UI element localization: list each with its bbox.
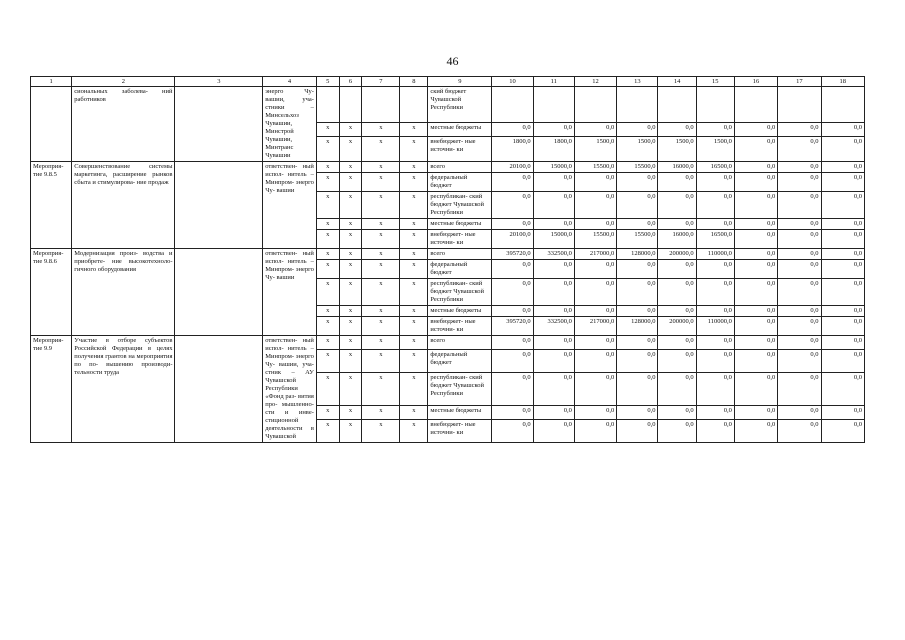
amount-cell: 1500,0 bbox=[617, 136, 658, 161]
amount-cell bbox=[617, 87, 658, 123]
indicator-cell bbox=[175, 87, 263, 162]
mark-cell: x bbox=[362, 419, 400, 442]
mark-cell: x bbox=[339, 192, 362, 219]
program-table bbox=[30, 76, 865, 443]
amount-cell: 0,0 bbox=[821, 192, 864, 219]
amount-cell: 0,0 bbox=[696, 406, 734, 420]
amount-cell: 0,0 bbox=[696, 192, 734, 219]
amount-cell: 0,0 bbox=[492, 122, 533, 136]
amount-cell: 0,0 bbox=[533, 419, 574, 442]
amount-cell: 0,0 bbox=[658, 260, 696, 279]
mark-cell: x bbox=[316, 306, 339, 317]
amount-cell: 0,0 bbox=[533, 122, 574, 136]
mark-cell: x bbox=[362, 317, 400, 336]
funding-source: внебюджет- ные источни- ки bbox=[428, 230, 492, 249]
column-number: 17 bbox=[778, 77, 821, 87]
amount-cell: 110000,0 bbox=[696, 249, 734, 260]
mark-cell: x bbox=[362, 249, 400, 260]
amount-cell: 0,0 bbox=[778, 192, 821, 219]
measure-name: Модернизация произ- водства и приобрете- ние высокотехноло- гичного оборудования bbox=[72, 249, 175, 336]
amount-cell: 0,0 bbox=[821, 406, 864, 420]
amount-cell: 0,0 bbox=[574, 406, 616, 420]
mark-cell: x bbox=[400, 279, 428, 306]
amount-cell: 0,0 bbox=[778, 162, 821, 173]
funding-source: федеральный бюджет bbox=[428, 173, 492, 192]
amount-cell: 0,0 bbox=[778, 336, 821, 350]
amount-cell: 15500,0 bbox=[617, 230, 658, 249]
measure-code: Мероприя- тие 9.9 bbox=[31, 336, 72, 443]
amount-cell: 0,0 bbox=[734, 406, 777, 420]
measure-name: сиональных заболева- ний работников bbox=[72, 87, 175, 162]
column-number: 14 bbox=[658, 77, 696, 87]
mark-cell: x bbox=[362, 122, 400, 136]
amount-cell: 0,0 bbox=[492, 219, 533, 230]
funding-source: местные бюджеты bbox=[428, 219, 492, 230]
mark-cell: x bbox=[400, 419, 428, 442]
mark-cell: x bbox=[362, 336, 400, 350]
mark-cell: x bbox=[400, 219, 428, 230]
funding-source: внебюджет- ные источни- ки bbox=[428, 317, 492, 336]
amount-cell: 0,0 bbox=[658, 173, 696, 192]
funding-source: федеральный бюджет bbox=[428, 260, 492, 279]
amount-cell: 0,0 bbox=[778, 219, 821, 230]
mark-cell: x bbox=[316, 173, 339, 192]
amount-cell: 0,0 bbox=[734, 230, 777, 249]
amount-cell: 332500,0 bbox=[533, 249, 574, 260]
table-body bbox=[31, 87, 865, 443]
amount-cell: 0,0 bbox=[734, 173, 777, 192]
funding-source: внебюджет- ные источни- ки bbox=[428, 419, 492, 442]
column-number: 1 bbox=[31, 77, 72, 87]
mark-cell: x bbox=[339, 249, 362, 260]
amount-cell: 0,0 bbox=[778, 406, 821, 420]
amount-cell: 0,0 bbox=[734, 192, 777, 219]
amount-cell bbox=[696, 87, 734, 123]
amount-cell: 0,0 bbox=[658, 279, 696, 306]
mark-cell: x bbox=[362, 192, 400, 219]
amount-cell: 0,0 bbox=[617, 260, 658, 279]
column-number: 16 bbox=[734, 77, 777, 87]
amount-cell: 0,0 bbox=[533, 260, 574, 279]
column-number: 4 bbox=[263, 77, 317, 87]
amount-cell: 0,0 bbox=[778, 122, 821, 136]
mark-cell: x bbox=[316, 279, 339, 306]
amount-cell: 0,0 bbox=[821, 230, 864, 249]
amount-cell: 0,0 bbox=[696, 219, 734, 230]
amount-cell: 0,0 bbox=[492, 349, 533, 372]
mark-cell: x bbox=[339, 306, 362, 317]
funding-source: всего bbox=[428, 249, 492, 260]
amount-cell: 0,0 bbox=[696, 173, 734, 192]
amount-cell: 0,0 bbox=[658, 336, 696, 350]
amount-cell: 0,0 bbox=[533, 219, 574, 230]
amount-cell: 16000,0 bbox=[658, 162, 696, 173]
amount-cell: 128000,0 bbox=[617, 249, 658, 260]
amount-cell: 395720,0 bbox=[492, 249, 533, 260]
amount-cell: 0,0 bbox=[492, 372, 533, 405]
amount-cell: 15500,0 bbox=[574, 162, 616, 173]
amount-cell: 0,0 bbox=[617, 372, 658, 405]
funding-source: местные бюджеты bbox=[428, 406, 492, 420]
measure-code: Мероприя- тие 9.8.6 bbox=[31, 249, 72, 336]
amount-cell: 0,0 bbox=[821, 122, 864, 136]
amount-cell: 1500,0 bbox=[658, 136, 696, 161]
amount-cell: 0,0 bbox=[492, 306, 533, 317]
amount-cell: 0,0 bbox=[821, 136, 864, 161]
column-number-header bbox=[31, 77, 865, 87]
amount-cell bbox=[574, 87, 616, 123]
mark-cell: x bbox=[362, 136, 400, 161]
amount-cell: 0,0 bbox=[696, 336, 734, 350]
amount-cell: 0,0 bbox=[533, 406, 574, 420]
amount-cell: 0,0 bbox=[821, 249, 864, 260]
amount-cell: 0,0 bbox=[778, 279, 821, 306]
mark-cell: x bbox=[339, 173, 362, 192]
amount-cell: 1500,0 bbox=[574, 136, 616, 161]
amount-cell: 0,0 bbox=[617, 279, 658, 306]
measure-name: Совершенствование системы маркетинга, расширение рынков сбыта и стимулирова- ние продаж bbox=[72, 162, 175, 249]
amount-cell: 0,0 bbox=[696, 372, 734, 405]
header-row bbox=[31, 77, 865, 87]
amount-cell: 395720,0 bbox=[492, 317, 533, 336]
mark-cell: x bbox=[362, 406, 400, 420]
amount-cell: 217000,0 bbox=[574, 317, 616, 336]
mark-cell: x bbox=[400, 173, 428, 192]
funding-source: республикан- ский бюджет Чувашской Республики bbox=[428, 372, 492, 405]
funding-source: всего bbox=[428, 162, 492, 173]
column-number: 13 bbox=[617, 77, 658, 87]
amount-cell: 1500,0 bbox=[696, 136, 734, 161]
column-number: 7 bbox=[362, 77, 400, 87]
mark-cell: x bbox=[339, 122, 362, 136]
amount-cell: 0,0 bbox=[492, 336, 533, 350]
mark-cell: x bbox=[400, 162, 428, 173]
executor: энерго Чу- вашии, уча- стники – Минсельхоз Чувашии, Минстрой Чувашии, Минтранс Чувашии bbox=[263, 87, 317, 162]
mark-cell: x bbox=[339, 279, 362, 306]
amount-cell: 0,0 bbox=[574, 219, 616, 230]
mark-cell: x bbox=[316, 162, 339, 173]
amount-cell: 0,0 bbox=[734, 336, 777, 350]
amount-cell: 0,0 bbox=[734, 122, 777, 136]
amount-cell: 0,0 bbox=[574, 122, 616, 136]
amount-cell: 0,0 bbox=[734, 162, 777, 173]
amount-cell: 0,0 bbox=[696, 419, 734, 442]
amount-cell: 0,0 bbox=[696, 260, 734, 279]
column-number: 9 bbox=[428, 77, 492, 87]
executor: ответствен- ный испол- нитель – Минпром- энерго Чу- вашии bbox=[263, 249, 317, 336]
amount-cell: 0,0 bbox=[533, 349, 574, 372]
amount-cell: 0,0 bbox=[821, 219, 864, 230]
funding-source: всего bbox=[428, 336, 492, 350]
amount-cell: 20100,0 bbox=[492, 162, 533, 173]
mark-cell: x bbox=[316, 219, 339, 230]
amount-cell: 0,0 bbox=[778, 372, 821, 405]
amount-cell: 200000,0 bbox=[658, 317, 696, 336]
mark-cell: x bbox=[316, 192, 339, 219]
amount-cell: 0,0 bbox=[778, 136, 821, 161]
amount-cell: 217000,0 bbox=[574, 249, 616, 260]
mark-cell: x bbox=[362, 219, 400, 230]
mark-cell: x bbox=[362, 230, 400, 249]
amount-cell: 0,0 bbox=[778, 260, 821, 279]
amount-cell: 0,0 bbox=[492, 279, 533, 306]
amount-cell bbox=[533, 87, 574, 123]
mark-cell: x bbox=[316, 122, 339, 136]
table-row bbox=[31, 249, 865, 260]
amount-cell: 0,0 bbox=[696, 122, 734, 136]
page-number: 46 bbox=[446, 54, 459, 68]
amount-cell: 16500,0 bbox=[696, 230, 734, 249]
amount-cell: 0,0 bbox=[492, 173, 533, 192]
amount-cell: 1800,0 bbox=[533, 136, 574, 161]
amount-cell: 16500,0 bbox=[696, 162, 734, 173]
amount-cell: 0,0 bbox=[821, 336, 864, 350]
funding-source: федеральный бюджет bbox=[428, 349, 492, 372]
mark-cell: x bbox=[400, 249, 428, 260]
amount-cell bbox=[658, 87, 696, 123]
funding-source: местные бюджеты bbox=[428, 306, 492, 317]
amount-cell: 0,0 bbox=[734, 419, 777, 442]
amount-cell: 0,0 bbox=[658, 306, 696, 317]
amount-cell bbox=[492, 87, 533, 123]
mark-cell: x bbox=[362, 349, 400, 372]
amount-cell: 0,0 bbox=[734, 136, 777, 161]
amount-cell: 15500,0 bbox=[617, 162, 658, 173]
mark-cell: x bbox=[400, 192, 428, 219]
funding-source: внебюджет- ные источни- ки bbox=[428, 136, 492, 161]
indicator-cell bbox=[175, 249, 263, 336]
amount-cell: 0,0 bbox=[492, 260, 533, 279]
amount-cell: 0,0 bbox=[658, 406, 696, 420]
column-number: 3 bbox=[175, 77, 263, 87]
amount-cell: 0,0 bbox=[821, 279, 864, 306]
mark-cell: x bbox=[316, 336, 339, 350]
amount-cell: 0,0 bbox=[574, 192, 616, 219]
mark-cell bbox=[400, 87, 428, 123]
mark-cell: x bbox=[362, 372, 400, 405]
amount-cell: 0,0 bbox=[778, 306, 821, 317]
funding-source: ский бюджет Чувашской Республики bbox=[428, 87, 492, 123]
measure-code: Мероприя- тие 9.8.5 bbox=[31, 162, 72, 249]
amount-cell: 20100,0 bbox=[492, 230, 533, 249]
amount-cell: 0,0 bbox=[821, 260, 864, 279]
amount-cell: 0,0 bbox=[574, 349, 616, 372]
indicator-cell bbox=[175, 162, 263, 249]
amount-cell: 0,0 bbox=[734, 306, 777, 317]
mark-cell: x bbox=[339, 372, 362, 405]
mark-cell: x bbox=[339, 349, 362, 372]
table-row bbox=[31, 336, 865, 350]
amount-cell: 0,0 bbox=[821, 349, 864, 372]
mark-cell: x bbox=[400, 122, 428, 136]
amount-cell: 0,0 bbox=[696, 349, 734, 372]
mark-cell: x bbox=[400, 317, 428, 336]
amount-cell: 0,0 bbox=[734, 279, 777, 306]
mark-cell: x bbox=[400, 260, 428, 279]
mark-cell: x bbox=[339, 317, 362, 336]
mark-cell: x bbox=[339, 230, 362, 249]
mark-cell: x bbox=[362, 306, 400, 317]
mark-cell: x bbox=[339, 406, 362, 420]
mark-cell bbox=[362, 87, 400, 123]
mark-cell: x bbox=[362, 260, 400, 279]
amount-cell: 0,0 bbox=[533, 336, 574, 350]
amount-cell: 0,0 bbox=[617, 219, 658, 230]
amount-cell: 0,0 bbox=[574, 419, 616, 442]
table-row bbox=[31, 162, 865, 173]
amount-cell: 0,0 bbox=[778, 230, 821, 249]
mark-cell: x bbox=[362, 162, 400, 173]
amount-cell: 0,0 bbox=[696, 306, 734, 317]
amount-cell: 0,0 bbox=[617, 406, 658, 420]
mark-cell bbox=[316, 87, 339, 123]
mark-cell: x bbox=[316, 136, 339, 161]
funding-source: республикан- ский бюджет Чувашской Республики bbox=[428, 279, 492, 306]
amount-cell: 0,0 bbox=[617, 306, 658, 317]
amount-cell: 0,0 bbox=[821, 173, 864, 192]
measure-name: Участие в отборе субъектов Российской Федерации в целях получения грантов на мероприятия по по- вышению производи- тельности труда bbox=[72, 336, 175, 443]
column-number: 10 bbox=[492, 77, 533, 87]
amount-cell: 110000,0 bbox=[696, 317, 734, 336]
amount-cell: 0,0 bbox=[734, 317, 777, 336]
amount-cell: 0,0 bbox=[617, 122, 658, 136]
mark-cell: x bbox=[339, 162, 362, 173]
mark-cell bbox=[339, 87, 362, 123]
amount-cell: 0,0 bbox=[778, 317, 821, 336]
amount-cell: 0,0 bbox=[617, 419, 658, 442]
amount-cell: 0,0 bbox=[778, 349, 821, 372]
amount-cell: 0,0 bbox=[821, 162, 864, 173]
amount-cell: 0,0 bbox=[734, 249, 777, 260]
mark-cell: x bbox=[316, 349, 339, 372]
mark-cell: x bbox=[400, 306, 428, 317]
amount-cell: 0,0 bbox=[821, 306, 864, 317]
measure-code bbox=[31, 87, 72, 162]
amount-cell: 0,0 bbox=[574, 336, 616, 350]
amount-cell: 0,0 bbox=[533, 192, 574, 219]
amount-cell: 0,0 bbox=[492, 419, 533, 442]
column-number: 6 bbox=[339, 77, 362, 87]
column-number: 8 bbox=[400, 77, 428, 87]
amount-cell: 0,0 bbox=[821, 419, 864, 442]
column-number: 18 bbox=[821, 77, 864, 87]
column-number: 15 bbox=[696, 77, 734, 87]
amount-cell: 0,0 bbox=[533, 173, 574, 192]
mark-cell: x bbox=[400, 230, 428, 249]
amount-cell: 0,0 bbox=[778, 419, 821, 442]
mark-cell: x bbox=[400, 349, 428, 372]
column-number: 5 bbox=[316, 77, 339, 87]
table-row bbox=[31, 87, 865, 123]
amount-cell: 1800,0 bbox=[492, 136, 533, 161]
amount-cell: 0,0 bbox=[734, 219, 777, 230]
amount-cell: 0,0 bbox=[658, 372, 696, 405]
column-number: 2 bbox=[72, 77, 175, 87]
amount-cell: 0,0 bbox=[492, 406, 533, 420]
amount-cell bbox=[778, 87, 821, 123]
amount-cell: 0,0 bbox=[574, 279, 616, 306]
mark-cell: x bbox=[400, 372, 428, 405]
amount-cell: 0,0 bbox=[574, 260, 616, 279]
mark-cell: x bbox=[339, 419, 362, 442]
mark-cell: x bbox=[316, 406, 339, 420]
amount-cell: 0,0 bbox=[533, 372, 574, 405]
executor: ответствен- ный испол- нитель – Минпром- энерго Чу- вашии, уча- стник – АУ Чувашской Республики «Фонд раз- вития про- мышленно- сти и инве- стиционной деятельности в Чувашской bbox=[263, 336, 317, 443]
mark-cell: x bbox=[400, 406, 428, 420]
mark-cell: x bbox=[316, 230, 339, 249]
amount-cell: 0,0 bbox=[734, 372, 777, 405]
amount-cell: 0,0 bbox=[617, 349, 658, 372]
amount-cell: 0,0 bbox=[658, 349, 696, 372]
amount-cell: 0,0 bbox=[696, 279, 734, 306]
mark-cell: x bbox=[316, 317, 339, 336]
mark-cell: x bbox=[339, 260, 362, 279]
mark-cell: x bbox=[339, 219, 362, 230]
mark-cell: x bbox=[400, 336, 428, 350]
amount-cell: 0,0 bbox=[617, 336, 658, 350]
mark-cell: x bbox=[339, 136, 362, 161]
mark-cell: x bbox=[362, 279, 400, 306]
amount-cell: 0,0 bbox=[734, 349, 777, 372]
amount-cell: 0,0 bbox=[821, 317, 864, 336]
amount-cell: 15500,0 bbox=[574, 230, 616, 249]
amount-cell: 332500,0 bbox=[533, 317, 574, 336]
amount-cell: 0,0 bbox=[617, 173, 658, 192]
amount-cell: 0,0 bbox=[658, 122, 696, 136]
mark-cell: x bbox=[316, 419, 339, 442]
amount-cell: 15000,0 bbox=[533, 230, 574, 249]
amount-cell: 0,0 bbox=[734, 260, 777, 279]
funding-source: республикан- ский бюджет Чувашской Республики bbox=[428, 192, 492, 219]
amount-cell: 0,0 bbox=[574, 173, 616, 192]
amount-cell: 0,0 bbox=[778, 249, 821, 260]
amount-cell: 0,0 bbox=[574, 372, 616, 405]
mark-cell: x bbox=[362, 173, 400, 192]
mark-cell: x bbox=[400, 136, 428, 161]
amount-cell: 16000,0 bbox=[658, 230, 696, 249]
amount-cell bbox=[734, 87, 777, 123]
funding-source: местные бюджеты bbox=[428, 122, 492, 136]
amount-cell: 0,0 bbox=[778, 173, 821, 192]
mark-cell: x bbox=[316, 249, 339, 260]
amount-cell bbox=[821, 87, 864, 123]
amount-cell: 0,0 bbox=[617, 192, 658, 219]
amount-cell: 15000,0 bbox=[533, 162, 574, 173]
column-number: 12 bbox=[574, 77, 616, 87]
amount-cell: 0,0 bbox=[533, 306, 574, 317]
indicator-cell bbox=[175, 336, 263, 443]
amount-cell: 128000,0 bbox=[617, 317, 658, 336]
amount-cell: 200000,0 bbox=[658, 249, 696, 260]
mark-cell: x bbox=[339, 336, 362, 350]
amount-cell: 0,0 bbox=[574, 306, 616, 317]
amount-cell: 0,0 bbox=[658, 192, 696, 219]
amount-cell: 0,0 bbox=[492, 192, 533, 219]
amount-cell: 0,0 bbox=[658, 419, 696, 442]
mark-cell: x bbox=[316, 260, 339, 279]
column-number: 11 bbox=[533, 77, 574, 87]
amount-cell: 0,0 bbox=[658, 219, 696, 230]
amount-cell: 0,0 bbox=[821, 372, 864, 405]
amount-cell: 0,0 bbox=[533, 279, 574, 306]
executor: ответствен- ный испол- нитель – Минпром- энерго Чу- вашии bbox=[263, 162, 317, 249]
mark-cell: x bbox=[316, 372, 339, 405]
